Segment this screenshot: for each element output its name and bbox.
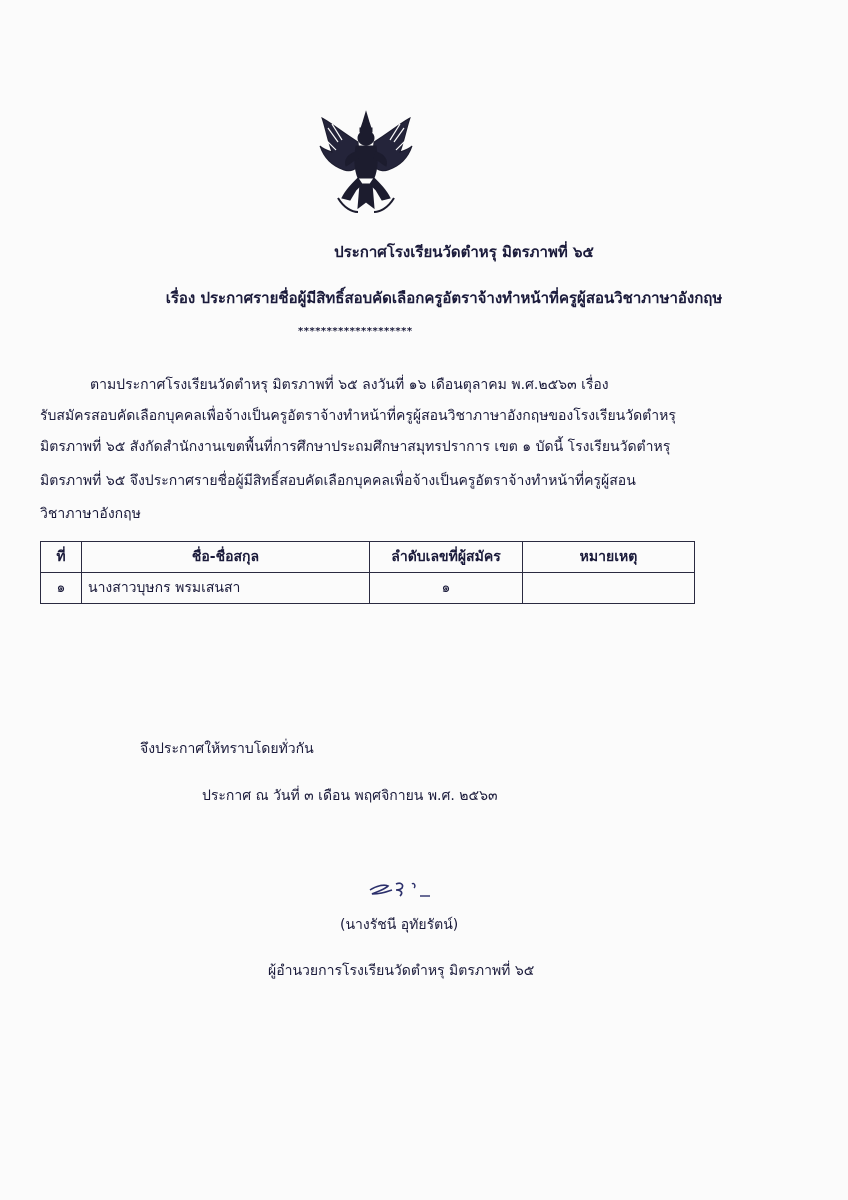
cell-number: ๑	[41, 573, 82, 604]
body-paragraph-line: มิตรภาพที่ ๖๕ จึงประกาศรายชื่อผู้มีสิทธิ์สอบคัดเลือกบุคคลเพื่อจ้างเป็นครูอัตราจ้างทำหน้าที่ครูผู้สอน	[40, 473, 636, 489]
handwritten-signature-icon	[366, 872, 450, 902]
table-row	[41, 573, 695, 604]
column-header-name: ชื่อ-ชื่อสกุล	[82, 542, 370, 573]
signer-title: ผู้อำนวยการโรงเรียนวัดตำหรุ มิตรภาพที่ ๖๕	[268, 963, 535, 979]
document-subject: เรื่อง ประกาศรายชื่อผู้มีสิทธิ์สอบคัดเลือกครูอัตราจ้างทำหน้าที่ครูผู้สอนวิชาภาษาอังกฤษ	[165, 289, 723, 307]
body-paragraph-line: วิชาภาษาอังกฤษ	[40, 506, 141, 522]
signer-name: (นางรัชนี อุทัยรัตน์)	[340, 917, 459, 933]
document-title: ประกาศโรงเรียนวัดตำหรุ มิตรภาพที่ ๖๕	[334, 243, 594, 261]
column-header-remarks: หมายเหตุ	[523, 542, 695, 573]
body-paragraph-line: ตามประกาศโรงเรียนวัดตำหรุ มิตรภาพที่ ๖๕ ลงวันที่ ๑๖ เดือนตุลาคม พ.ศ.๒๕๖๓ เรื่อง	[90, 377, 609, 393]
cell-applicant-number: ๑	[370, 573, 523, 604]
column-header-number: ที่	[41, 542, 82, 573]
body-paragraph-line: มิตรภาพที่ ๖๕ สังกัดสำนักงานเขตพื้นที่การศึกษาประถมศึกษาสมุทรปราการ เขต ๑ บัดนี้ โรงเรียนวัดตำหรุ	[40, 439, 671, 455]
column-header-applicant-number: ลำดับเลขที่ผู้สมัคร	[370, 542, 523, 573]
separator: ********************	[298, 326, 413, 337]
body-paragraph-line: รับสมัครสอบคัดเลือกบุคคลเพื่อจ้างเป็นครูอัตราจ้างทำหน้าที่ครูผู้สอนวิชาภาษาอังกฤษของโรงเรียนวัดตำหรุ	[40, 408, 676, 424]
announcement-closing: จึงประกาศให้ทราบโดยทั่วกัน	[140, 741, 314, 757]
candidate-table	[40, 541, 695, 604]
table-header-row	[41, 542, 695, 573]
cell-name: นางสาวบุษกร พรมเสนสา	[82, 573, 370, 604]
garuda-emblem-icon	[318, 108, 414, 216]
announcement-date: ประกาศ ณ วันที่ ๓ เดือน พฤศจิกายน พ.ศ. ๒๕๖๓	[202, 788, 498, 804]
cell-remarks	[523, 573, 695, 604]
